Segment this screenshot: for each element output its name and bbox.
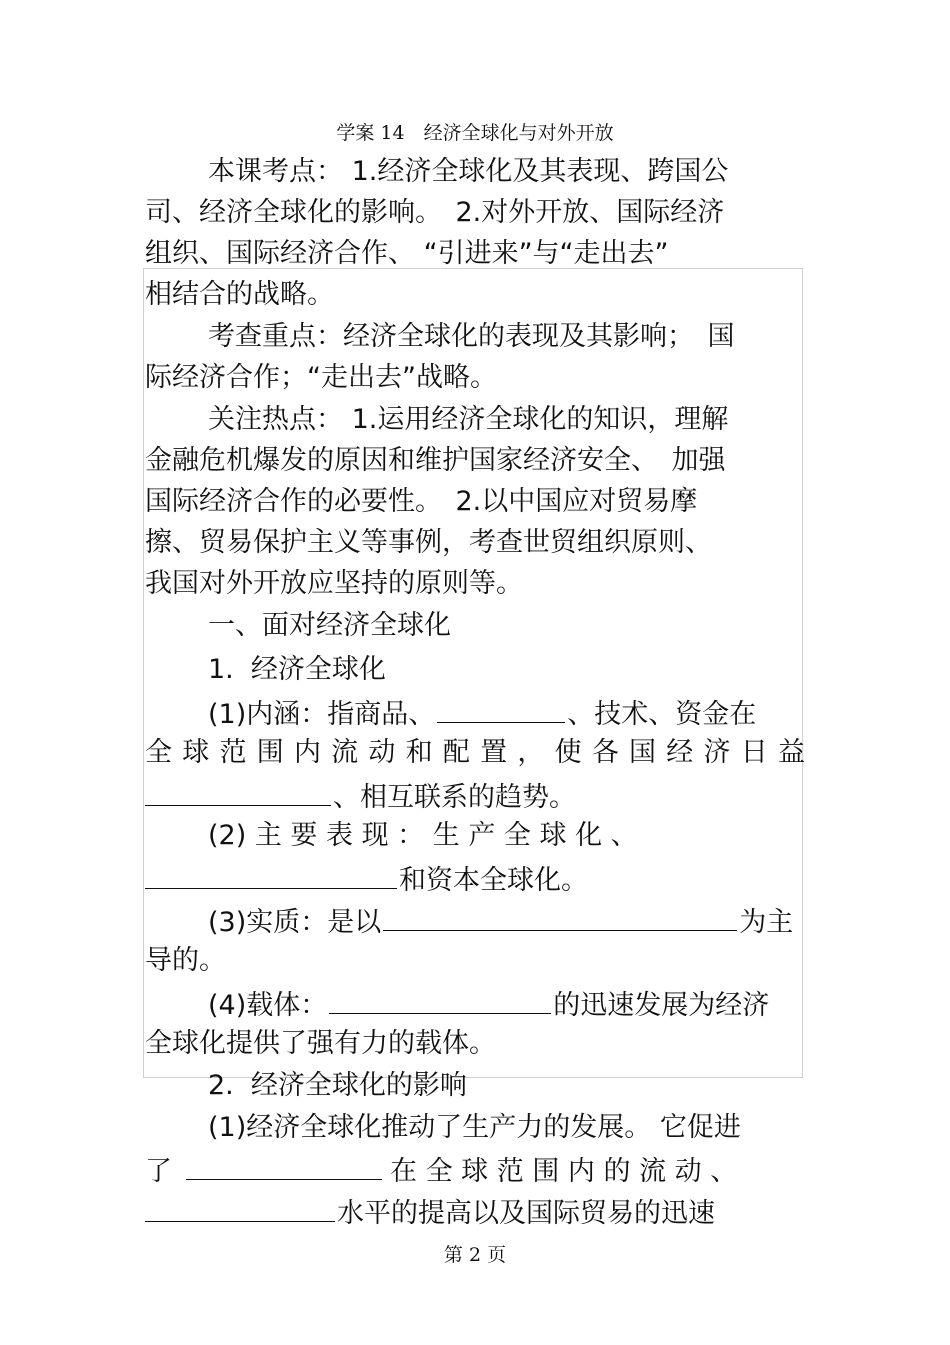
text-segment: (1)内涵：指商品、 (208, 699, 436, 730)
text-line (145, 1191, 805, 1234)
text-line: 我国对外开放应坚持的原则等。 (145, 568, 523, 599)
text-segment: 在 全 球 范 围 内 的 流 动 、 (390, 1156, 738, 1187)
fill-blank[interactable] (145, 775, 331, 806)
text-line: 金融危机爆发的原因和维护国家经济安全、 加强 (145, 445, 726, 476)
text-line: 考查重点：经济全球化的表现及其影响； 国 (208, 321, 735, 352)
text-line: 司、经济全球化的影响。 2.对外开放、国际经济 (145, 197, 725, 228)
fill-blank[interactable] (186, 1149, 382, 1180)
text-line: (2) 主 要 表 现 ： 生 产 全 球 化 、 (208, 820, 638, 851)
text-line: 关注热点： 1.运用经济全球化的知识，理解 (208, 404, 729, 435)
subsection-heading: 1. 经济全球化 (208, 654, 386, 685)
text-line (145, 1149, 805, 1192)
text-segment: (4)载体： (208, 990, 328, 1021)
text-segment: 、相互联系的趋势。 (333, 782, 576, 813)
fill-blank[interactable] (383, 900, 737, 931)
page-number: 第 2 页 (443, 1244, 507, 1266)
text-segment: 的迅速发展为经济 (553, 990, 770, 1021)
text-segment: 、技术、资金在 (567, 699, 757, 730)
page-title: 学案 14 经济全球化与对外开放 (336, 122, 614, 144)
text-line (145, 983, 805, 1026)
text-line (145, 692, 805, 735)
text-line: 国际经济合作的必要性。 2.以中国应对贸易摩 (145, 486, 698, 517)
subsection-heading: 2. 经济全球化的影响 (208, 1070, 467, 1101)
section-heading: 一、面对经济全球化 (208, 610, 451, 641)
text-segment: 了 (145, 1156, 172, 1187)
text-line: 全球范围内流动和配置，使各国经济日益 (145, 737, 805, 768)
text-line (145, 900, 805, 943)
text-segment: 为主 (739, 907, 794, 938)
text-line: 组织、国际经济合作、 “引进来”与“走出去” (145, 238, 669, 269)
text-line: 导的。 (145, 945, 226, 976)
text-segment: (3)实质：是以 (208, 907, 382, 938)
fill-blank[interactable] (145, 1191, 335, 1222)
text-line: (1)经济全球化推动了生产力的发展。 它促进 (208, 1112, 741, 1143)
text-segment: 和资本全球化。 (399, 865, 588, 896)
text-line: 擦、贸易保护主义等事例，考查世贸组织原则、 (145, 527, 712, 558)
text-line: 全球化提供了强有力的载体。 (145, 1028, 496, 1059)
text-line (145, 775, 805, 818)
text-line (145, 858, 805, 901)
fill-blank[interactable] (329, 983, 551, 1014)
text-segment: 水平的提高以及国际贸易的迅速 (337, 1198, 715, 1229)
fill-blank[interactable] (145, 858, 397, 889)
fill-blank[interactable] (437, 692, 565, 723)
text-line: 际经济合作；“走出去”战略。 (145, 362, 497, 393)
text-line: 相结合的战略。 (145, 279, 334, 310)
text-line: 本课考点： 1.经济全球化及其表现、跨国公 (208, 156, 729, 187)
